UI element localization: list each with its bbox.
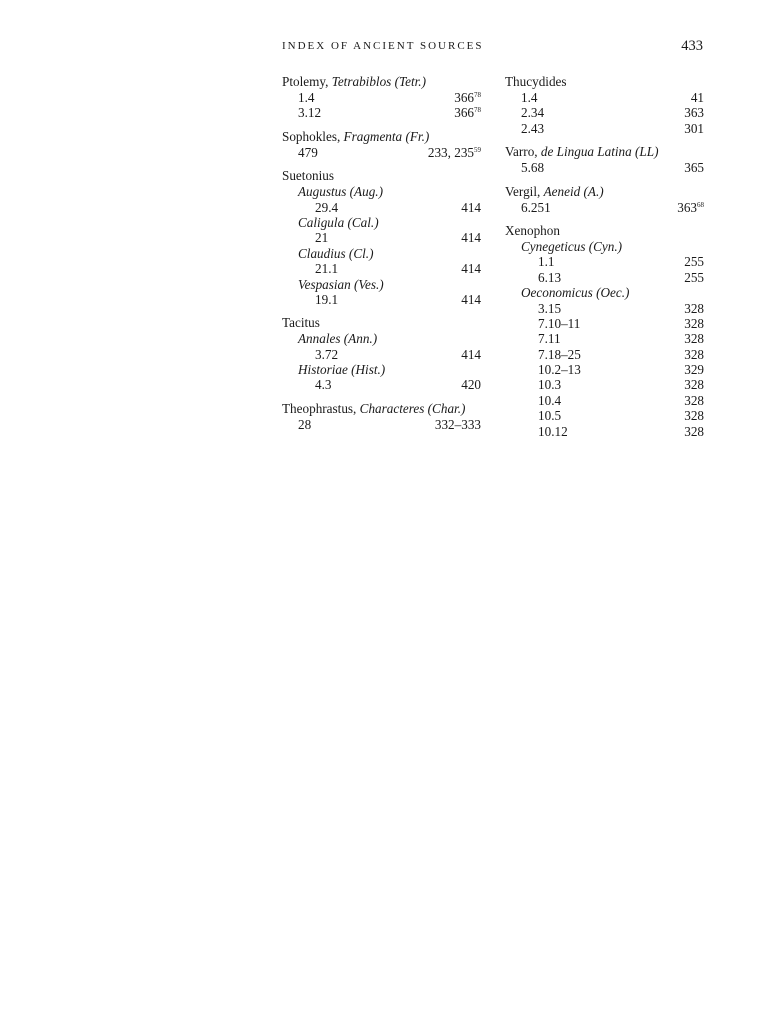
index-reference <box>282 105 481 120</box>
index-reference <box>282 347 481 362</box>
index-reference <box>505 90 704 105</box>
author-name: Xenophon <box>505 222 560 238</box>
entry-heading <box>282 315 481 331</box>
index-entry <box>282 168 481 307</box>
index-reference <box>505 347 704 362</box>
index-reference <box>282 145 481 160</box>
reference-page: 414 <box>461 199 481 215</box>
reference-page: $366^{78}$ <box>454 105 481 121</box>
index-reference <box>282 261 481 276</box>
reference-locator: 7.11 <box>538 331 561 347</box>
index-reference <box>505 362 704 377</box>
reference-page: 363 <box>684 105 704 121</box>
reference-locator: 2.34 <box>521 105 545 121</box>
footnote-number: 59 <box>474 145 481 154</box>
page-header <box>282 38 703 58</box>
work-title: Aeneid (A.) <box>543 183 604 199</box>
index-reference <box>505 301 704 316</box>
reference-locator: 21 <box>315 230 329 246</box>
reference-page: 328 <box>684 377 704 393</box>
footnote-number: 78 <box>474 91 481 99</box>
reference-locator: 1.4 <box>298 90 315 105</box>
reference-page: 328 <box>684 331 704 347</box>
running-head: INDEX OF ANCIENT SOURCES <box>282 40 484 52</box>
index-column-right <box>505 74 704 447</box>
page-number: 433 <box>681 38 703 54</box>
work-title: Tetrabiblos (Tetr.) <box>331 74 426 89</box>
author-name: Tacitus <box>282 315 320 331</box>
author-name: Ptolemy, <box>282 74 332 89</box>
work-subheading: Historiae (Hist.) <box>298 362 386 378</box>
index-entry <box>505 223 704 439</box>
index-reference <box>505 121 704 136</box>
reference-locator: 3.12 <box>298 105 322 121</box>
index-entry <box>282 74 481 121</box>
index-reference <box>505 316 704 331</box>
reference-page: 414 <box>461 291 481 307</box>
reference-locator: 6.13 <box>538 269 562 285</box>
entry-heading <box>282 168 481 184</box>
index-reference <box>505 254 704 269</box>
entry-heading <box>282 74 481 90</box>
reference-locator: 10.3 <box>538 377 562 393</box>
reference-locator: 29.4 <box>315 199 339 215</box>
author-name: Thucydides <box>505 74 567 89</box>
reference-locator: 10.12 <box>538 423 568 439</box>
work-title: de Lingua Latina (LL) <box>540 144 659 160</box>
entry-heading <box>505 74 704 90</box>
reference-locator: 21.1 <box>315 261 339 277</box>
index-reference <box>505 331 704 346</box>
reference-page: 414 <box>461 346 481 362</box>
reference-locator: 1.1 <box>538 254 555 270</box>
index-reference <box>282 377 481 392</box>
index-entry <box>505 74 704 136</box>
reference-locator: 7.18–25 <box>538 346 581 362</box>
author-name: Sophokles, <box>282 128 344 144</box>
footnote-number: 68 <box>697 200 704 209</box>
index-reference <box>505 200 704 215</box>
author-name: Vergil, <box>505 183 544 199</box>
index-reference <box>282 417 481 432</box>
work-subheading: Cynegeticus (Cyn.) <box>521 238 623 254</box>
reference-locator: 19.1 <box>315 291 339 307</box>
index-reference <box>505 105 704 120</box>
work-subheading: Oeconomicus (Oec.) <box>521 285 630 301</box>
reference-page: 233, $235^{59}$ <box>427 144 481 160</box>
reference-locator: 5.68 <box>521 160 545 176</box>
reference-page: $366^{78}$ <box>454 90 481 105</box>
reference-locator: 479 <box>298 144 318 160</box>
entry-heading <box>505 184 704 200</box>
reference-locator: 10.5 <box>538 408 562 424</box>
index-reference <box>505 377 704 392</box>
reference-page: 365 <box>684 160 704 176</box>
reference-page: 255 <box>684 254 704 270</box>
reference-page: 420 <box>461 377 481 393</box>
author-name: Varro, <box>505 144 541 160</box>
reference-page: 329 <box>684 362 704 378</box>
reference-page: 328 <box>684 423 704 439</box>
index-reference <box>505 393 704 408</box>
entry-heading <box>505 223 704 239</box>
index-reference <box>282 292 481 307</box>
reference-page: 332–333 <box>434 416 481 432</box>
reference-page: 328 <box>684 408 704 424</box>
work-subheading: Annales (Ann.) <box>298 331 378 347</box>
reference-page: 328 <box>684 346 704 362</box>
reference-locator: 3.72 <box>315 346 339 362</box>
work-subheading: Caligula (Cal.) <box>298 214 379 230</box>
reference-locator: 28 <box>298 416 312 432</box>
reference-page: 414 <box>461 230 481 246</box>
reference-page: 328 <box>684 392 704 408</box>
entry-heading <box>282 401 481 417</box>
index-entry <box>505 144 704 175</box>
work-subheading: Claudius (Cl.) <box>298 245 374 261</box>
work-subheading: Augustus (Aug.) <box>298 184 383 200</box>
author-name: Theophrastus, <box>282 400 360 416</box>
index-entry <box>282 401 481 432</box>
reference-locator: 2.43 <box>521 120 545 136</box>
reference-locator: 10.2–13 <box>538 362 581 378</box>
entry-heading <box>282 129 481 145</box>
reference-locator: 7.10–11 <box>538 315 581 331</box>
work-title: Characteres (Char.) <box>359 400 466 416</box>
reference-page: 328 <box>684 300 704 316</box>
index-reference <box>282 200 481 215</box>
reference-locator: 1.4 <box>521 90 538 105</box>
index-reference <box>505 408 704 423</box>
reference-page: 41 <box>690 90 704 105</box>
index-reference <box>505 160 704 175</box>
index-entry <box>505 184 704 215</box>
reference-page: $363^{68}$ <box>677 199 704 215</box>
index-entry <box>282 315 481 393</box>
footnote-number: 78 <box>474 106 481 115</box>
index-reference <box>282 90 481 105</box>
reference-locator: 3.15 <box>538 300 562 316</box>
reference-locator: 10.4 <box>538 392 562 408</box>
entry-heading <box>505 144 704 160</box>
reference-page: 414 <box>461 261 481 277</box>
reference-locator: 6.251 <box>521 199 551 215</box>
index-column-left <box>282 74 481 440</box>
index-reference <box>282 230 481 245</box>
index-reference <box>505 270 704 285</box>
index-entry <box>282 129 481 160</box>
reference-page: 255 <box>684 269 704 285</box>
reference-locator: 4.3 <box>315 377 332 393</box>
work-subheading: Vespasian (Ves.) <box>298 276 384 292</box>
author-name: Suetonius <box>282 168 335 184</box>
work-title: Fragmenta (Fr.) <box>343 128 430 144</box>
reference-page: 328 <box>684 315 704 331</box>
reference-page: 301 <box>684 120 704 136</box>
index-reference <box>505 424 704 439</box>
